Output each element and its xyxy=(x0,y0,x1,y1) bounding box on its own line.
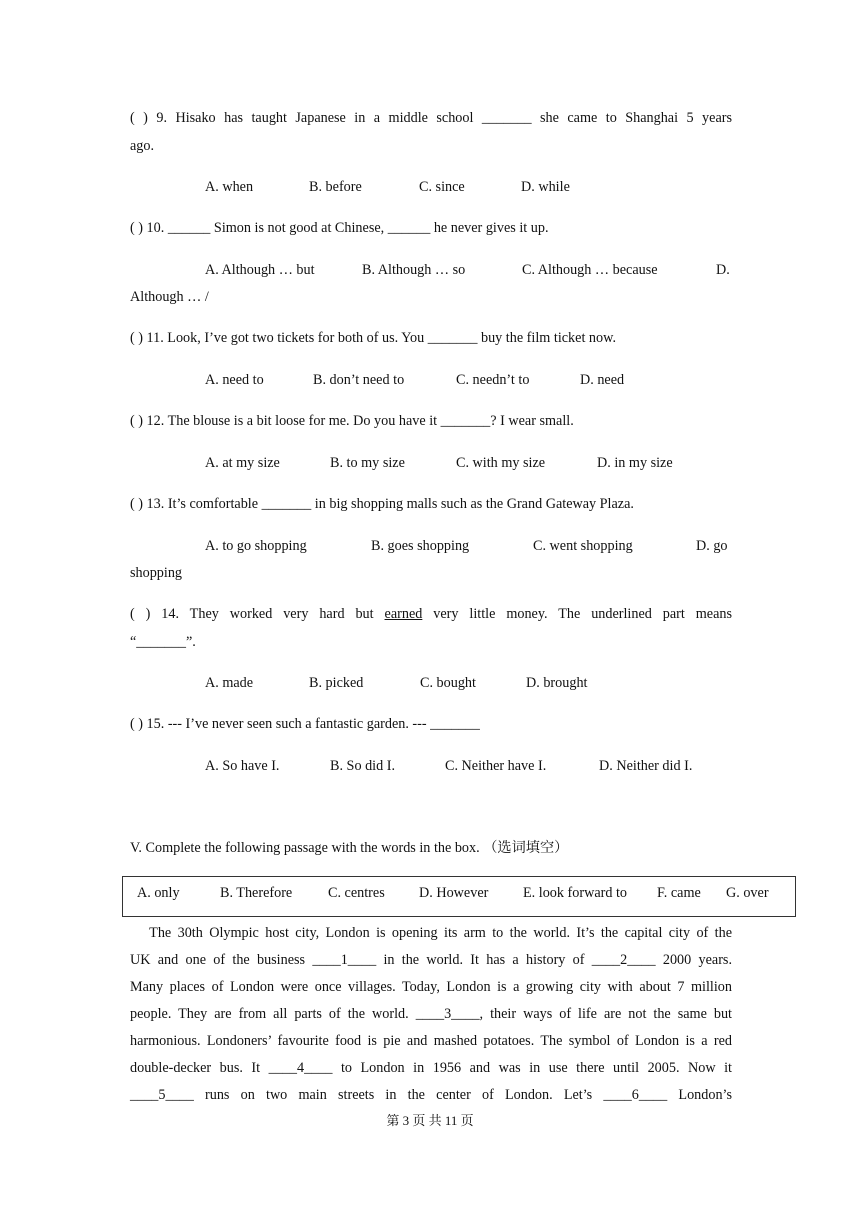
option-a: A. made xyxy=(205,675,254,691)
option-b: B. So did I. xyxy=(330,758,396,774)
option-d: D. brought xyxy=(526,675,588,691)
word-box-item: C. centres xyxy=(328,885,385,901)
option-c: C. since xyxy=(419,179,465,195)
option-d: D. Neither did I. xyxy=(599,758,693,774)
option-b: B. picked xyxy=(309,675,364,691)
option-c: C. bought xyxy=(420,675,476,691)
passage-line: ____5____ runs on two main streets in the center of London. Let’s ____6____ London’s xyxy=(130,1087,732,1103)
passage-line: UK and one of the business ____1____ in the world. It has a history of ____2____ 2000 years. xyxy=(130,952,732,968)
passage-line: Many places of London were once villages. Today, London is a growing city with about 7 million xyxy=(130,979,732,995)
option-a: A. need to xyxy=(205,372,264,388)
passage-line: The 30th Olympic host city, London is opening its arm to the world. It’s the capital city of the xyxy=(130,925,732,941)
question-14-post: very little money. The underlined part means xyxy=(433,606,732,622)
word-box-item: F. came xyxy=(657,885,701,901)
word-box-item: E. look forward to xyxy=(523,885,628,901)
option-a: A. when xyxy=(205,179,254,195)
question-9: ( ) 9. Hisako has taught Japanese in a middle school _______ she came to Shanghai 5 years xyxy=(130,110,732,126)
passage-line: double-decker bus. It ____4____ to London in 1956 and was in use there until 2005. Now it xyxy=(130,1060,732,1076)
option-b: B. Although … so xyxy=(362,262,466,278)
word-box-item: D. However xyxy=(419,885,489,901)
question-14-continuation: “_______”. xyxy=(130,634,196,650)
option-b: B. don’t need to xyxy=(313,372,405,388)
option-c: C. needn’t to xyxy=(456,372,530,388)
option-a: A. at my size xyxy=(205,455,280,471)
option-c: C. Neither have I. xyxy=(445,758,547,774)
word-box xyxy=(122,876,796,917)
question-12: ( ) 12. The blouse is a bit loose for me. Do you have it _______? I wear small. xyxy=(130,413,574,429)
option-c: C. Although … because xyxy=(522,262,658,278)
option-d: D. need xyxy=(580,372,625,388)
question-14-pre: ( ) 14. They worked very hard but xyxy=(130,606,374,622)
question-13-continuation: shopping xyxy=(130,565,183,581)
word-box-item: B. Therefore xyxy=(220,885,293,901)
section-title: V. Complete the following passage with the words in the box. （选词填空） xyxy=(130,840,569,856)
option-b: B. to my size xyxy=(330,455,405,471)
passage-line: people. They are from all parts of the world. ____3____, their ways of life are not the same but xyxy=(130,1006,732,1022)
option-a: A. Although … but xyxy=(205,262,315,278)
option-d: D. in my size xyxy=(597,455,673,471)
page-footer: 第 3 页 共 11 页 xyxy=(386,1113,474,1128)
option-c: C. went shopping xyxy=(533,538,633,554)
option-d: D. while xyxy=(521,179,570,195)
passage-line: harmonious. Londoners’ favourite food is pie and mashed potatoes. The symbol of London is a red xyxy=(130,1033,732,1049)
question-10-continuation: Although … / xyxy=(130,289,209,305)
option-b: B. goes shopping xyxy=(371,538,470,554)
option-b: B. before xyxy=(309,179,362,195)
word-box-item: G. over xyxy=(726,885,769,901)
word-box-item: A. only xyxy=(137,885,180,901)
question-10: ( ) 10. ______ Simon is not good at Chinese, ______ he never gives it up. xyxy=(130,220,549,236)
option-a: A. So have I. xyxy=(205,758,280,774)
question-14 xyxy=(130,604,732,624)
question-11: ( ) 11. Look, I’ve got two tickets for both of us. You _______ buy the film ticket now. xyxy=(130,330,616,346)
question-15: ( ) 15. --- I’ve never seen such a fantastic garden. --- _______ xyxy=(130,716,480,732)
option-a: A. to go shopping xyxy=(205,538,307,554)
option-d: D. xyxy=(716,262,730,278)
option-d: D. go xyxy=(696,538,728,554)
question-13: ( ) 13. It’s comfortable _______ in big shopping malls such as the Grand Gateway Plaza. xyxy=(130,496,634,512)
underlined-word: earned xyxy=(384,606,423,622)
option-c: C. with my size xyxy=(456,455,546,471)
question-9-continuation: ago. xyxy=(130,138,155,154)
